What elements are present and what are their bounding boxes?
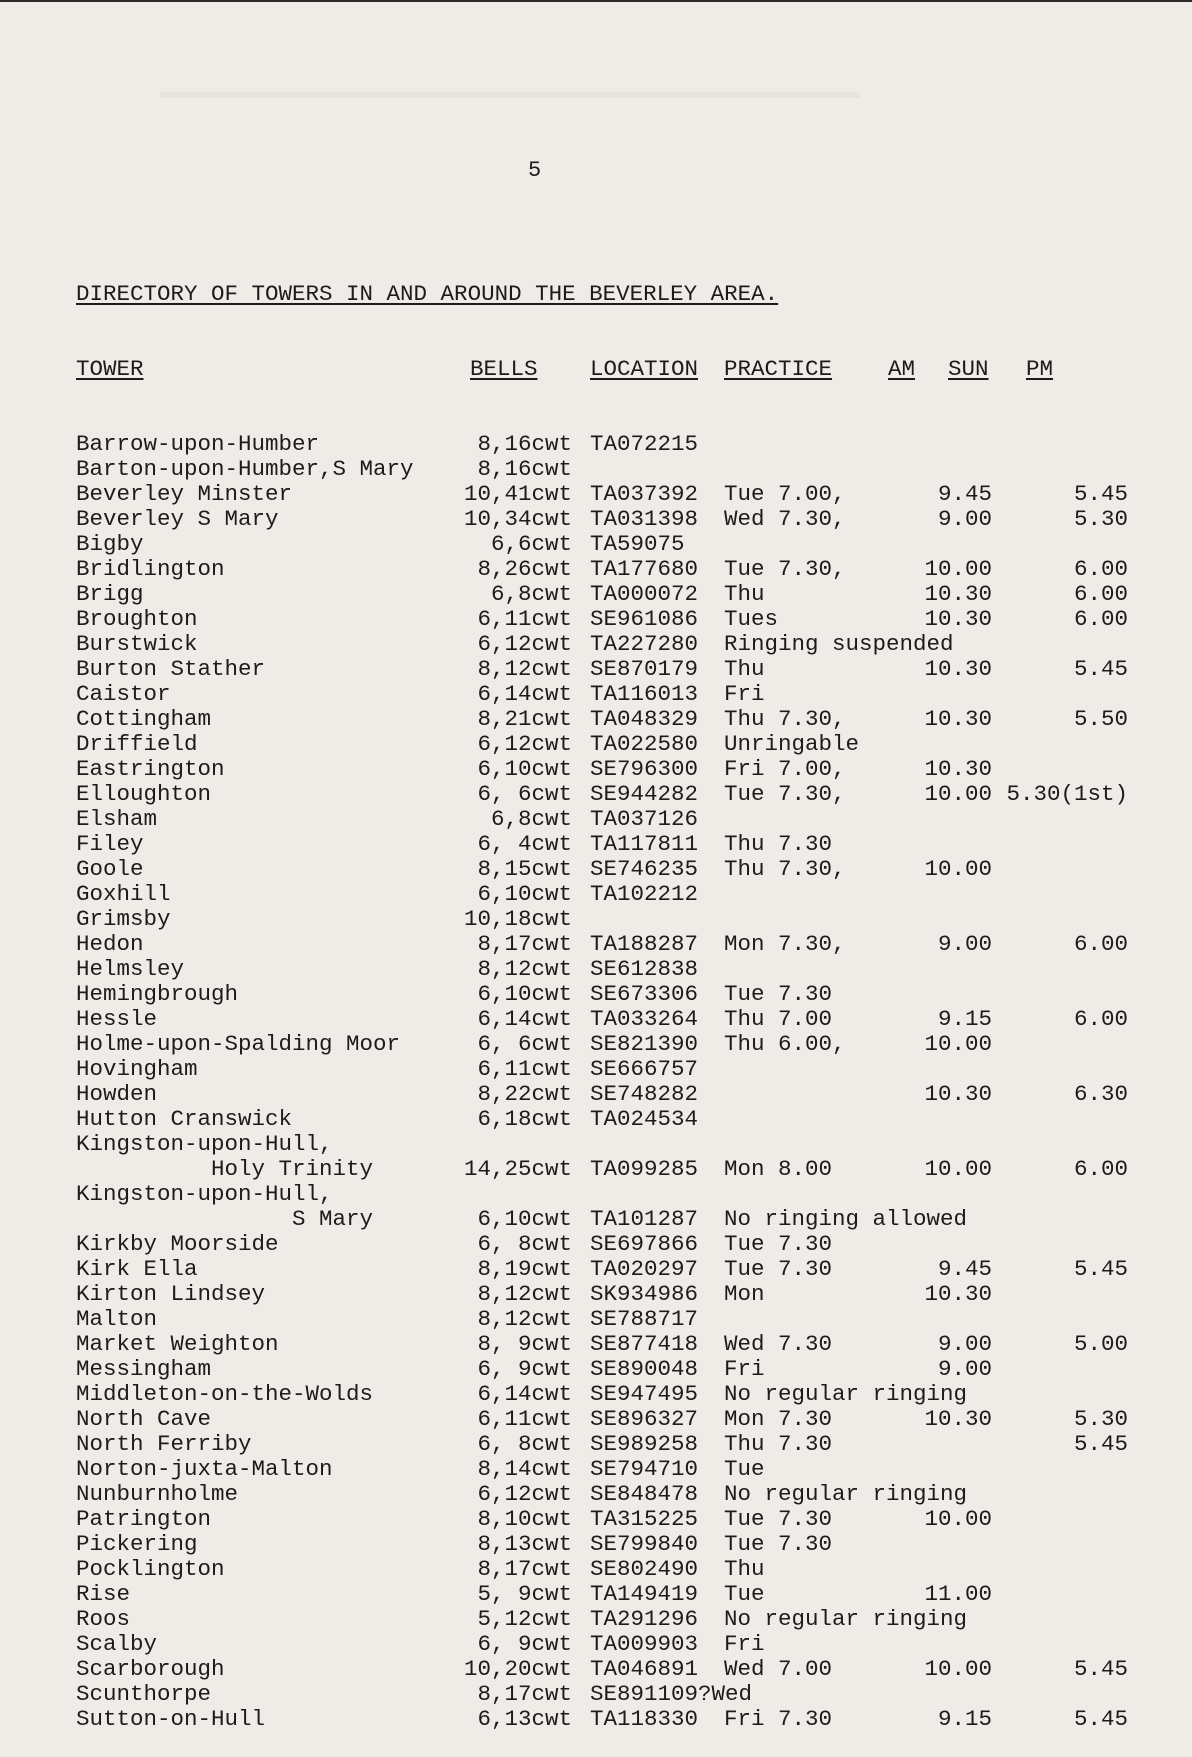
tower-name: Market Weighton (76, 1331, 279, 1357)
tower-name: Elsham (76, 806, 158, 832)
table-row (76, 831, 833, 857)
tower-name: Burton Stather (76, 656, 266, 682)
table-row (76, 1031, 992, 1057)
tower-name: Beverley S Mary (76, 506, 279, 532)
grid-reference: SE989258 (590, 1431, 699, 1457)
tower-name: S Mary (76, 1206, 374, 1232)
grid-reference: SE697866 (590, 1231, 699, 1257)
bell-count: 6,11cwt (477, 1056, 572, 1082)
tower-name: Kirkby Moorside (76, 1231, 279, 1257)
grid-reference: TA022580 (590, 731, 699, 757)
practice-night: Thu 7.30, (724, 706, 846, 732)
grid-reference: SE799840 (590, 1531, 699, 1557)
grid-reference: SE890048 (590, 1356, 699, 1382)
top-border (0, 0, 1192, 2)
header-practice: PRACTICE (724, 356, 833, 382)
practice-night: Fri 7.30 (724, 1706, 833, 1732)
grid-reference: SE944282 (590, 781, 699, 807)
bleed-through-shadow (160, 92, 860, 98)
sunday-am: 9.15 (937, 1706, 992, 1732)
tower-name: Cottingham (76, 706, 212, 732)
sunday-pm: 6.00 (1073, 606, 1128, 632)
tower-name: Scalby (76, 1631, 158, 1657)
table-row (76, 931, 1128, 957)
tower-name: Beverley Minster (76, 481, 293, 507)
tower-name: Filey (76, 831, 144, 857)
table-row (76, 656, 1128, 682)
table-row (76, 631, 954, 657)
grid-reference: SE666757 (590, 1056, 699, 1082)
table-row (76, 781, 1128, 807)
practice-night: Tue 7.30 (724, 1231, 833, 1257)
table-row (76, 1381, 968, 1407)
bell-count: 6,12cwt (477, 1481, 572, 1507)
bell-count: 8,17cwt (477, 1681, 572, 1707)
bell-count: 6,6cwt (490, 531, 572, 557)
bell-count: 10,18cwt (463, 906, 572, 932)
header-location: LOCATION (590, 356, 699, 382)
grid-reference: TA020297 (590, 1256, 699, 1282)
table-row (76, 532, 778, 557)
practice-night: Thu 7.30 (724, 1431, 833, 1457)
grid-reference: TA59075 (590, 531, 685, 557)
bell-count: 6,10cwt (477, 756, 572, 782)
practice-night: Tue 7.30 (724, 1506, 833, 1532)
bell-count: 8,26cwt (477, 556, 572, 582)
grid-reference: TA037392 (590, 481, 699, 507)
practice-night: No regular ringing (724, 1481, 968, 1507)
sunday-am: 10.30 (924, 1081, 992, 1107)
table-row (76, 1006, 1128, 1032)
grid-reference: TA009903 (590, 1631, 699, 1657)
tower-name: Kingston-upon-Hull, (76, 1131, 333, 1157)
tower-name: Bigby (76, 531, 144, 557)
grid-reference: SE891109?Wed (590, 1681, 753, 1707)
tower-name: Helmsley (76, 956, 185, 982)
practice-night: Thu 7.30, (724, 856, 846, 882)
grid-reference: TA048329 (590, 706, 699, 732)
sunday-am: 10.30 (924, 1281, 992, 1307)
practice-night: Tue 7.30, (724, 781, 846, 807)
table-row (76, 457, 778, 482)
sunday-pm: 6.00 (1073, 931, 1128, 957)
tower-name: Grimsby (76, 906, 171, 932)
practice-night: Mon 8.00 (724, 1156, 833, 1182)
tower-name: Hutton Cranswick (76, 1106, 293, 1132)
grid-reference: TA177680 (590, 556, 699, 582)
sunday-pm: 5.45 (1073, 1706, 1128, 1732)
table-row (76, 1457, 778, 1482)
directory-title: DIRECTORY OF TOWERS IN AND AROUND THE BEVERLEY AREA. (76, 281, 779, 307)
grid-reference: TA315225 (590, 1506, 699, 1532)
practice-night: Mon 7.30 (724, 1406, 833, 1432)
grid-reference: TA227280 (590, 631, 699, 657)
bell-count: 8,17cwt (477, 1556, 572, 1582)
table-row (76, 1206, 968, 1232)
tower-name: Howden (76, 1081, 158, 1107)
grid-reference: TA117811 (590, 831, 699, 857)
grid-reference: SE821390 (590, 1031, 699, 1057)
tower-name: Sutton-on-Hull (76, 1706, 266, 1732)
practice-night: No ringing allowed (724, 1206, 968, 1232)
grid-reference: TA149419 (590, 1581, 699, 1607)
table-row (76, 1281, 992, 1307)
tower-name: Patrington (76, 1506, 212, 1532)
sunday-pm: 5.30 (1073, 506, 1128, 532)
table-row (76, 981, 833, 1007)
column-header-row (76, 356, 1054, 382)
tower-name: Holme-upon-Spalding Moor (76, 1031, 401, 1057)
table-row (76, 882, 778, 907)
table-row (76, 1581, 992, 1607)
sunday-am: 10.00 (924, 781, 992, 807)
tower-list (76, 431, 1128, 1732)
sunday-pm: 5.45 (1073, 1256, 1128, 1282)
sunday-am: 10.00 (924, 1506, 992, 1532)
sunday-pm: 5.45 (1073, 1656, 1128, 1682)
tower-name: Bridlington (76, 556, 225, 582)
tower-name: Kirk Ella (76, 1256, 198, 1282)
table-row (76, 1682, 778, 1707)
tower-name: Goole (76, 856, 144, 882)
table-row (76, 506, 1128, 532)
bell-count: 6,8cwt (490, 806, 572, 832)
sunday-pm: 6.00 (1073, 556, 1128, 582)
table-row (76, 1156, 1128, 1182)
practice-night: Tue 7.30 (724, 1256, 833, 1282)
table-row (76, 1632, 778, 1657)
grid-reference: TA033264 (590, 1006, 699, 1032)
table-row (76, 756, 992, 782)
sunday-am: 10.00 (924, 856, 992, 882)
tower-name: Hovingham (76, 1056, 198, 1082)
sunday-am: 10.30 (924, 1406, 992, 1432)
table-row (76, 856, 992, 882)
bell-count: 8,16cwt (477, 456, 572, 482)
table-row (76, 606, 1128, 632)
practice-night: Thu 7.30 (724, 831, 833, 857)
bell-count: 6, 6cwt (477, 1031, 572, 1057)
table-row (76, 1356, 992, 1382)
table-row (76, 907, 778, 932)
bell-count: 6,11cwt (477, 1406, 572, 1432)
practice-night: Tue 7.30 (724, 981, 833, 1007)
table-row (76, 432, 778, 457)
sunday-pm: 6.30 (1073, 1081, 1128, 1107)
bell-count: 6, 8cwt (477, 1231, 572, 1257)
table-row (76, 957, 778, 982)
grid-reference: TA188287 (590, 931, 699, 957)
table-row (76, 1107, 778, 1132)
grid-reference: TA291296 (590, 1606, 699, 1632)
bell-count: 6, 9cwt (477, 1356, 572, 1382)
bell-count: 6,12cwt (477, 731, 572, 757)
grid-reference: SE748282 (590, 1081, 699, 1107)
sunday-am: 9.00 (937, 1331, 992, 1357)
tower-name: Hemingbrough (76, 981, 239, 1007)
table-row (76, 1331, 1128, 1357)
tower-name: Rise (76, 1581, 131, 1607)
tower-name: Eastrington (76, 756, 225, 782)
grid-reference: SE947495 (590, 1381, 699, 1407)
tower-name: North Cave (76, 1406, 212, 1432)
practice-night: Tue 7.00, (724, 481, 846, 507)
bell-count: 14,25cwt (463, 1156, 572, 1182)
grid-reference: TA118330 (590, 1706, 699, 1732)
grid-reference: SE896327 (590, 1406, 699, 1432)
tower-name: Malton (76, 1306, 158, 1332)
sunday-pm: 5.50 (1073, 706, 1128, 732)
grid-reference: SE796300 (590, 756, 699, 782)
tower-name: Barrow-upon-Humber (76, 431, 320, 457)
practice-night: Fri 7.00, (724, 756, 846, 782)
grid-reference: TA000072 (590, 581, 699, 607)
bell-count: 6,14cwt (477, 681, 572, 707)
tower-name: North Ferriby (76, 1431, 252, 1457)
table-row (76, 1081, 1128, 1107)
header-bells: BELLS (470, 356, 538, 382)
sunday-pm: 5.45 (1073, 656, 1128, 682)
grid-reference: SE802490 (590, 1556, 699, 1582)
bell-count: 6,12cwt (477, 631, 572, 657)
sunday-am: 10.30 (924, 706, 992, 732)
grid-reference: SE794710 (590, 1456, 699, 1482)
bell-count: 6,13cwt (477, 1706, 572, 1732)
practice-night: Thu 6.00, (724, 1031, 846, 1057)
bell-count: 6,10cwt (477, 881, 572, 907)
practice-night: Ringing suspended (724, 631, 954, 657)
tower-name: Brigg (76, 581, 144, 607)
sunday-am: 10.30 (924, 606, 992, 632)
practice-night: Thu (724, 656, 765, 682)
bell-count: 6,8cwt (490, 581, 572, 607)
header-pm: PM (1026, 356, 1054, 382)
table-row (76, 1481, 968, 1507)
bell-count: 8,12cwt (477, 1281, 572, 1307)
tower-name: Scarborough (76, 1656, 225, 1682)
sunday-pm: 6.00 (1073, 1006, 1128, 1032)
sunday-am: 11.00 (924, 1581, 992, 1607)
bell-count: 8,14cwt (477, 1456, 572, 1482)
sunday-am: 10.30 (924, 581, 992, 607)
grid-reference: SK934986 (590, 1281, 699, 1307)
bell-count: 6, 9cwt (477, 1631, 572, 1657)
table-row (76, 1506, 992, 1532)
sunday-am: 9.00 (937, 1356, 992, 1382)
practice-night: No regular ringing (724, 1381, 968, 1407)
bell-count: 8,15cwt (477, 856, 572, 882)
table-row (76, 1182, 778, 1207)
practice-night: Wed 7.00 (724, 1656, 833, 1682)
table-row (76, 1606, 968, 1632)
bell-count: 6,14cwt (477, 1381, 572, 1407)
table-row (76, 1557, 778, 1582)
sunday-pm: 5.30 (1073, 1406, 1128, 1432)
tower-name: Roos (76, 1606, 131, 1632)
tower-name: Middleton-on-the-Wolds (76, 1381, 374, 1407)
tower-name: Nunburnholme (76, 1481, 239, 1507)
grid-reference: SE788717 (590, 1306, 699, 1332)
tower-name: Broughton (76, 606, 198, 632)
page-number: 5 (528, 158, 542, 183)
bell-count: 10,34cwt (463, 506, 572, 532)
table-row (76, 1307, 778, 1332)
sunday-am: 10.30 (924, 656, 992, 682)
sunday-am: 9.15 (937, 1006, 992, 1032)
practice-night: Fri (724, 681, 765, 707)
tower-name: Kingston-upon-Hull, (76, 1181, 333, 1207)
sunday-am: 9.00 (937, 931, 992, 957)
grid-reference: TA024534 (590, 1106, 699, 1132)
bell-count: 5,12cwt (477, 1606, 572, 1632)
bell-count: 6,11cwt (477, 606, 572, 632)
tower-name: Driffield (76, 731, 198, 757)
practice-night: Mon 7.30, (724, 931, 846, 957)
practice-night: Fri (724, 1631, 765, 1657)
bell-count: 6, 6cwt (477, 781, 572, 807)
tower-name: Goxhill (76, 881, 171, 907)
tower-name: Kirton Lindsey (76, 1281, 266, 1307)
table-row (76, 1656, 1128, 1682)
table-row (76, 706, 1128, 732)
grid-reference: TA037126 (590, 806, 699, 832)
practice-night: Mon (724, 1281, 765, 1307)
bell-count: 6,10cwt (477, 1206, 572, 1232)
bell-count: 8,12cwt (477, 956, 572, 982)
tower-name: Caistor (76, 681, 171, 707)
bell-count: 8,19cwt (477, 1256, 572, 1282)
sunday-pm: 5.45 (1073, 481, 1128, 507)
practice-night: Wed 7.30 (724, 1331, 833, 1357)
grid-reference: SE673306 (590, 981, 699, 1007)
practice-night: No regular ringing (724, 1606, 968, 1632)
practice-night: Thu (724, 581, 765, 607)
bell-count: 10,41cwt (463, 481, 572, 507)
bell-count: 6,18cwt (477, 1106, 572, 1132)
bell-count: 8, 9cwt (477, 1331, 572, 1357)
table-row (76, 731, 860, 757)
bell-count: 6, 4cwt (477, 831, 572, 857)
tower-name: Holy Trinity (76, 1156, 374, 1182)
practice-night: Tues (724, 606, 779, 632)
grid-reference: TA031398 (590, 506, 699, 532)
sunday-am: 10.00 (924, 1031, 992, 1057)
tower-name: Norton-juxta-Malton (76, 1456, 333, 1482)
bell-count: 6,14cwt (477, 1006, 572, 1032)
table-row (76, 807, 778, 832)
table-row (76, 682, 778, 707)
table-row (76, 481, 1128, 507)
table-row (76, 581, 1128, 607)
sunday-am: 10.00 (924, 556, 992, 582)
sunday-am: 9.45 (937, 1256, 992, 1282)
sunday-pm: 6.00 (1073, 581, 1128, 607)
sunday-am: 10.30 (924, 756, 992, 782)
table-row (76, 1256, 1128, 1282)
sunday-am: 9.00 (937, 506, 992, 532)
tower-name: Scunthorpe (76, 1681, 212, 1707)
practice-night: Tue (724, 1456, 765, 1482)
tower-name: Pickering (76, 1531, 198, 1557)
sunday-pm: 5.00 (1073, 1331, 1128, 1357)
bell-count: 8,16cwt (477, 431, 572, 457)
practice-night: Thu (724, 1556, 765, 1582)
tower-name: Messingham (76, 1356, 212, 1382)
table-row (76, 1406, 1128, 1432)
bell-count: 6,10cwt (477, 981, 572, 1007)
bell-count: 6, 8cwt (477, 1431, 572, 1457)
sunday-pm: 6.00 (1073, 1156, 1128, 1182)
practice-night: Unringable (724, 731, 860, 757)
header-tower: TOWER (76, 356, 144, 382)
tower-name: Burstwick (76, 631, 198, 657)
sunday-pm: 5.45 (1073, 1431, 1128, 1457)
table-row (76, 1132, 778, 1157)
grid-reference: SE870179 (590, 656, 699, 682)
grid-reference: TA116013 (590, 681, 699, 707)
bell-count: 8,12cwt (477, 1306, 572, 1332)
sunday-am: 9.45 (937, 481, 992, 507)
grid-reference: TA101287 (590, 1206, 699, 1232)
table-row (76, 556, 1128, 582)
grid-reference: TA102212 (590, 881, 699, 907)
grid-reference: SE848478 (590, 1481, 699, 1507)
tower-name: Pocklington (76, 1556, 225, 1582)
bell-count: 8,12cwt (477, 656, 572, 682)
bell-count: 10,20cwt (463, 1656, 572, 1682)
bell-count: 8,22cwt (477, 1081, 572, 1107)
header-sun: SUN (948, 356, 989, 382)
table-row (76, 1231, 833, 1257)
bell-count: 8,10cwt (477, 1506, 572, 1532)
bell-count: 8,21cwt (477, 706, 572, 732)
sunday-pm: 5.30(1st) (1006, 781, 1128, 807)
tower-directory (76, 232, 1128, 1757)
table-row (76, 1057, 778, 1082)
table-row (76, 1531, 833, 1557)
practice-night: Tue 7.30 (724, 1531, 833, 1557)
practice-night: Wed 7.30, (724, 506, 846, 532)
sunday-am: 10.00 (924, 1156, 992, 1182)
grid-reference: SE746235 (590, 856, 699, 882)
header-am: AM (888, 356, 916, 382)
tower-name: Barton-upon-Humber,S Mary (76, 456, 414, 482)
bell-count: 5, 9cwt (477, 1581, 572, 1607)
practice-night: Thu 7.00 (724, 1006, 833, 1032)
practice-night: Fri (724, 1356, 765, 1382)
grid-reference: TA072215 (590, 431, 699, 457)
grid-reference: SE961086 (590, 606, 699, 632)
tower-name: Hedon (76, 931, 144, 957)
grid-reference: TA046891 (590, 1656, 699, 1682)
sunday-am: 10.00 (924, 1656, 992, 1682)
grid-reference: TA099285 (590, 1156, 699, 1182)
bell-count: 8,13cwt (477, 1531, 572, 1557)
practice-night: Tue (724, 1581, 765, 1607)
table-row (76, 1706, 1128, 1732)
table-row (76, 1431, 1128, 1457)
practice-night: Tue 7.30, (724, 556, 846, 582)
grid-reference: SE877418 (590, 1331, 699, 1357)
tower-name: Elloughton (76, 781, 212, 807)
bell-count: 8,17cwt (477, 931, 572, 957)
grid-reference: SE612838 (590, 956, 699, 982)
tower-name: Hessle (76, 1006, 158, 1032)
